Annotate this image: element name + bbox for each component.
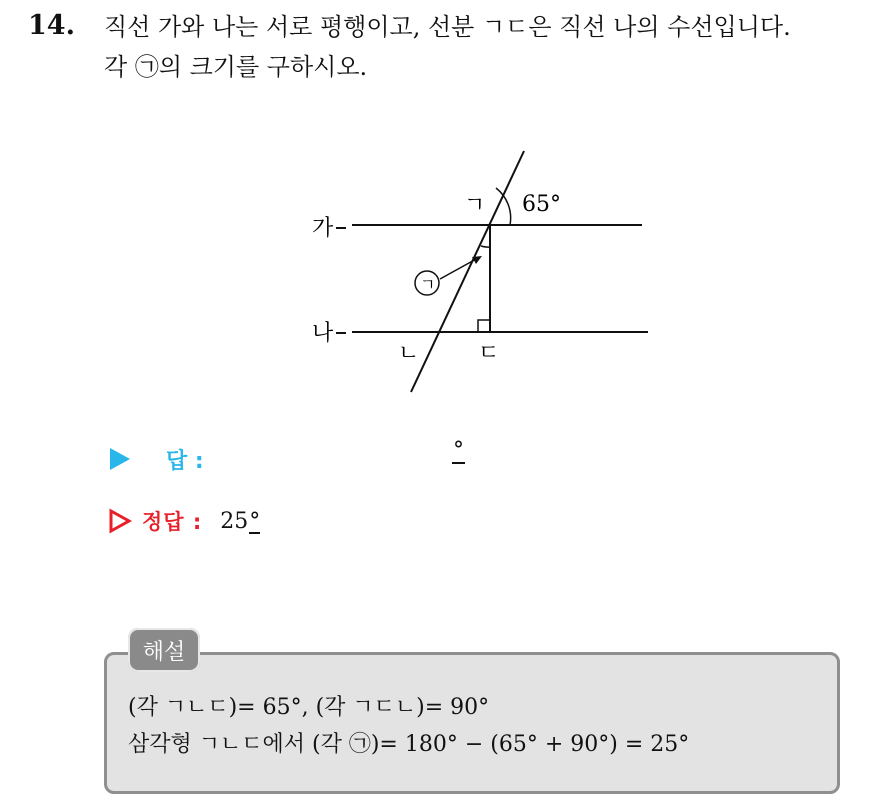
right-angle-mark xyxy=(478,320,490,332)
line-na-label: 나 xyxy=(312,321,334,346)
question-text-line1: 직선 가와 나는 서로 평행이고, 선분 ㄱㄷ은 직선 나의 수선입니다. xyxy=(104,13,791,41)
angle-marker-glyph: ㄱ xyxy=(420,275,436,294)
point-g-label: ㄱ xyxy=(464,193,486,218)
point-d-label: ㄷ xyxy=(478,341,500,366)
question-text-line2: 각 ㉠의 크기를 구하시오. xyxy=(104,53,368,81)
correct-value-unit: ° xyxy=(249,508,261,534)
question-number: 14. xyxy=(28,10,75,41)
solution-line2: 삼각형 ㄱㄴㄷ에서 (각 ㉠)= 180° − (65° + 90°) = 25° xyxy=(128,732,690,757)
line-ga-label: 가 xyxy=(312,216,334,241)
angle-arc-marker xyxy=(481,246,490,247)
correct-value-number: 25 xyxy=(220,508,249,534)
solution-tab: 해설 xyxy=(128,628,200,672)
angle-given-label: 65° xyxy=(522,192,561,217)
answer-arrow-icon xyxy=(110,448,130,470)
solution-line1: (각 ㄱㄴㄷ)= 65°, (각 ㄱㄷㄴ)= 90° xyxy=(128,695,490,720)
correct-arrow-icon xyxy=(108,508,132,534)
correct-answer-row xyxy=(108,503,260,539)
answer-input-unit[interactable]: ° xyxy=(453,438,464,463)
point-n-label: ㄴ xyxy=(398,341,420,366)
solution-box xyxy=(104,652,840,794)
correct-label: 정답 : xyxy=(142,510,203,534)
angle-pointer-arrow xyxy=(440,258,478,279)
correct-value xyxy=(220,509,260,534)
answer-row xyxy=(110,442,204,476)
answer-label: 답 : xyxy=(166,448,204,474)
